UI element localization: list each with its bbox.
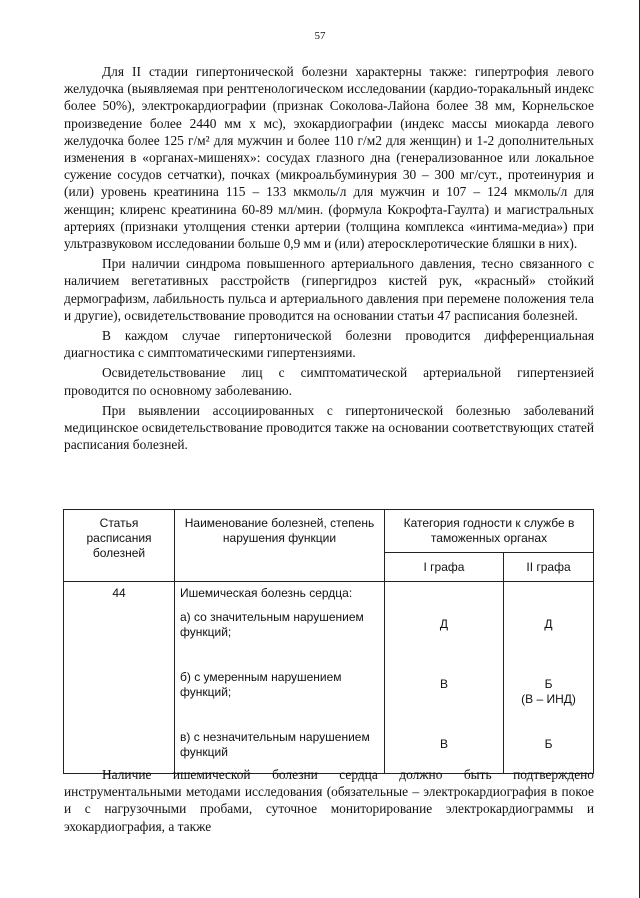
row-a-g1: Д: [439, 617, 449, 631]
row-b-label: б) с умеренным нарушением функций;: [180, 670, 342, 699]
disease-cell: [175, 582, 385, 774]
column-1-cell: [385, 582, 504, 774]
row-a-g2: Д: [544, 617, 553, 631]
disease-title: Ишемическая болезнь сердца:: [180, 586, 353, 600]
row-c-g1: В: [439, 737, 448, 751]
header-column-1: I графа: [385, 553, 504, 582]
row-c-label: в) с незначительным нарушением функций: [180, 730, 370, 759]
paragraph: Наличие ишемической болезни сердца должно быть подтверждено инструментальными методами исследования (обязательные – электрокардиография в покое и с нагрузочными пробами, суточное мониторирование электрокардиограммы и эхокардиография, а также: [64, 767, 594, 834]
paragraph: При наличии синдрома повышенного артериального давления, тесно связанного с наличием вегетативных расстройств (гипергидроз кистей рук, «красный» стойкий дермографизм, лабильность пульса и артериального давления при перемене положения тела и другие), освидетельствование проводится на основании статьи 47 расписания болезней.: [64, 256, 594, 323]
paragraph: Освидетельствование лиц с симптоматической артериальной гипертензией проводится по основному заболеванию.: [64, 365, 594, 398]
row-b-g1: В: [439, 677, 448, 691]
body-text: [64, 63, 594, 453]
paragraph: При выявлении ассоциированных с гипертонической болезнью заболеваний медицинское освидетельствование проводится также на основании соответствующих статей расписания болезней.: [64, 402, 594, 453]
paragraph: Для II стадии гипертонической болезни характерны также: гипертрофия левого желудочка (выявляемая при рентгенологическом исследовании (кардио-торакальный индекс более 50%), электрокардиографии (признак Соколова-Лайона более 38 мм, Корнельское произведение более 2440 мм х мс), эхокардиографии (индекс массы миокарда левого желудочка более 125 г/м² для мужчин и более 110 г/м2 для женщин) и 1-2 дополнительных изменения в «органах-мишенях»: сосудах глазного дна (генерализованное или локальное сужение сосудов сетчатки), почках (микроальбуминурия 30 – 300 мг/сут., протеинурия и (или) уровень креатинина 115 – 133 мкмоль/л для мужчин и 107 – 124 мкмоль/л для женщин; клиренс креатинина 60-89 мл/мин. (формула Кокрофта-Гаулта) и магистральных артериях (признаки утолщения стенки артерии (толщина комплекса «интима-медиа») при ультразвуковом исследовании больше 0,9 мм и (или) атеросклеротические бляшки в них).: [64, 64, 594, 252]
row-b-g2: Б (В – ИНД): [521, 677, 576, 706]
paragraph: В каждом случае гипертонической болезни проводится дифференциальная диагностика с симптоматическими гипертензиями.: [64, 328, 594, 361]
header-disease-name: Наименование болезней, степень нарушения функции: [175, 510, 385, 582]
tail-text: [64, 766, 594, 835]
diseases-table: [63, 509, 594, 774]
column-2-cell: [504, 582, 594, 774]
article-number: 44: [64, 582, 175, 774]
row-b-g2-note: (В – ИНД): [521, 692, 576, 706]
header-article: Статья расписания болезней: [64, 510, 175, 582]
row-a-label: а) со значительным нарушением функций;: [180, 610, 364, 639]
header-fitness-category: Категория годности к службе в таможенных органах: [385, 510, 594, 553]
page-number: 57: [314, 30, 326, 42]
header-column-2: II графа: [504, 553, 594, 582]
row-c-g2: Б: [544, 737, 553, 751]
